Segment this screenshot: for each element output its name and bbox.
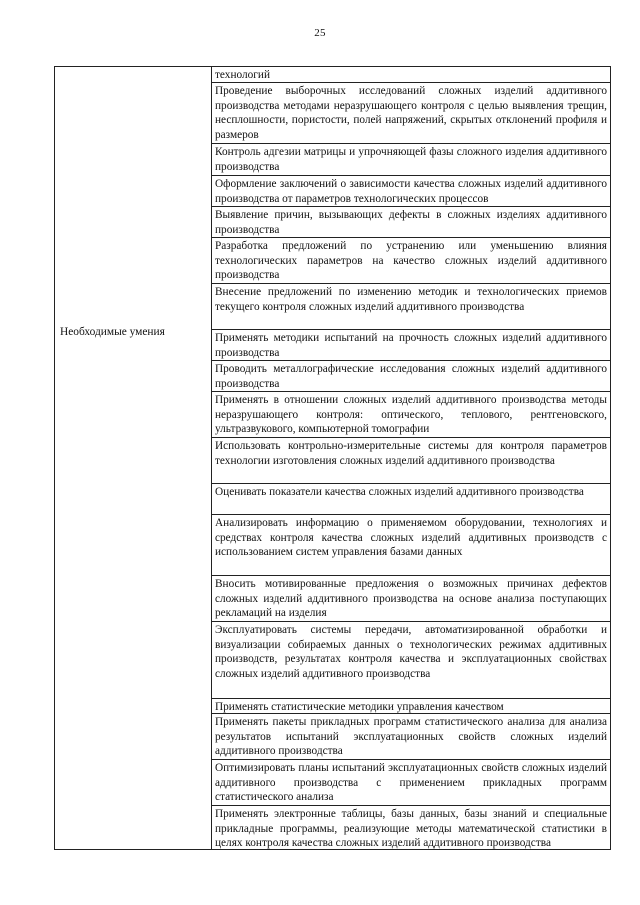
table-cell: Оценивать показатели качества сложных изделий аддитивного производства <box>212 483 610 514</box>
table-cell: Разработка предложений по устранению или уменьшению влияния технологических параметров на качество сложных изделий аддитивного производства <box>212 237 610 283</box>
table-cell: Использовать контрольно-измерительные системы для контроля параметров технологии изготовления сложных изделий аддитивного производства <box>212 437 610 483</box>
table-cell: Выявление причин, вызывающих дефекты в сложных изделиях аддитивного производства <box>212 206 610 237</box>
table-cell: Применять в отношении сложных изделий аддитивного производства методы неразрушающего контроля: оптического, теплового, рентгеновского, ультразвукового, компьютерной томографии <box>212 391 610 437</box>
skills-section-label: Необходимые умения <box>60 326 165 338</box>
table-cell: Применять электронные таблицы, базы данных, базы знаний и специальные прикладные программы, реализующие методы математической статистики в целях контроля качества сложных изделий аддитивного производства <box>212 805 610 849</box>
table-cell: Вносить мотивированные предложения о возможных причинах дефектов сложных изделий аддитивного производства на основе анализа поступающих рекламаций на изделия <box>212 575 610 621</box>
table-cell: Применять методики испытаний на прочность сложных изделий аддитивного производства <box>212 329 610 360</box>
table-cell: Контроль адгезии матрицы и упрочняющей фазы сложного изделия аддитивного производства <box>212 143 610 175</box>
table-cell: Применять пакеты прикладных программ статистического анализа для анализа результатов испытаний эксплуатационных свойств сложных изделий аддитивного производства <box>212 713 610 759</box>
table-cell: Применять статистические методики управления качеством <box>212 698 610 713</box>
page-number: 25 <box>314 27 326 39</box>
table-cell: Оптимизировать планы испытаний эксплуатационных свойств сложных изделий аддитивного производства с применением прикладных программ статистического анализа <box>212 759 610 805</box>
table-cell: Внесение предложений по изменению методик и технологических приемов текущего контроля сложных изделий аддитивного производства <box>212 283 610 329</box>
table-cell: Оформление заключений о зависимости качества сложных изделий аддитивного производства от параметров технологических процессов <box>212 175 610 206</box>
table-cell: Эксплуатировать системы передачи, автоматизированной обработки и визуализации собираемых данных о технологических режимах аддитивных производств, результатах контроля качества и эксплуатационных свойствах сложных изделий аддитивного производства <box>212 621 610 698</box>
table-cell: Анализировать информацию о применяемом оборудовании, технологиях и средствах контроля качества сложных изделий аддитивных производств с использованием систем управления базами данных <box>212 514 610 575</box>
right-column <box>212 67 610 849</box>
requirements-table <box>54 66 611 850</box>
left-column <box>55 67 212 849</box>
table-cell: Проведение выборочных исследований сложных изделий аддитивного производства методами неразрушающего контроля с целью выявления трещин, несплошности, пористости, полей напряжений, скрытых отклонений профиля и размеров <box>212 82 610 143</box>
table-cell: Проводить металлографические исследования сложных изделий аддитивного производства <box>212 360 610 391</box>
table-cell: технологий <box>215 69 271 81</box>
